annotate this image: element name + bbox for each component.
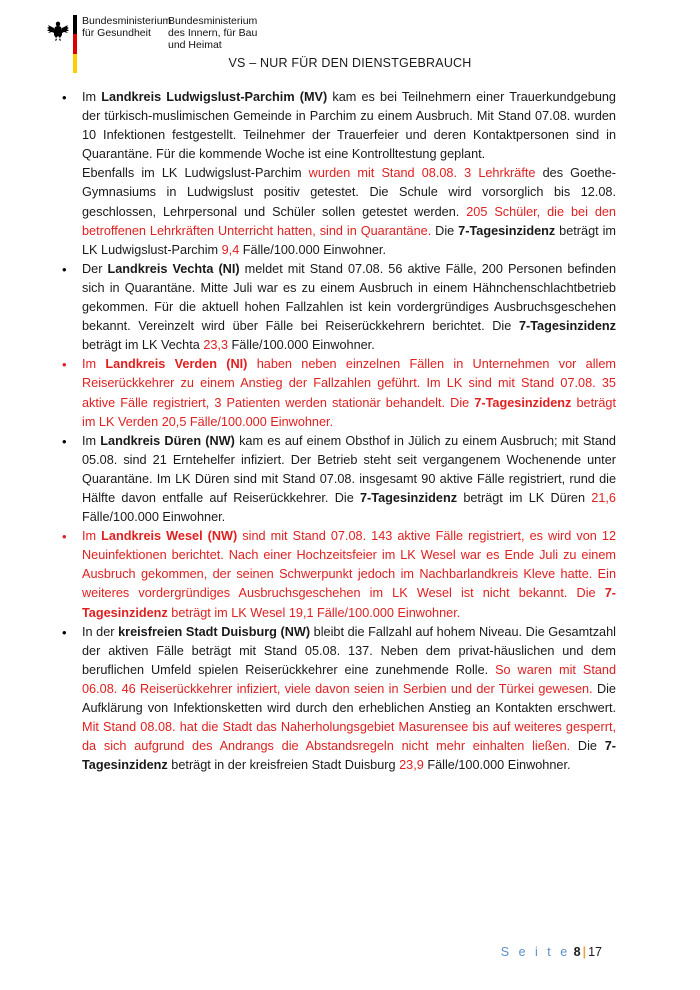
bold-text-segment: Landkreis Wesel (NW) bbox=[101, 529, 238, 544]
report-bullet bbox=[82, 260, 616, 355]
text-segment: Fälle/100.000 Einwohner. bbox=[82, 510, 226, 525]
report-bullet bbox=[82, 623, 616, 776]
text-segment: beträgt im LK Düren bbox=[457, 490, 592, 505]
bold-text-segment: 7-Tagesinzidenz bbox=[518, 319, 616, 334]
text-segment: In der bbox=[82, 624, 119, 639]
highlighted-text-segment: 205 Schüler, die bei den betroffenen Lehrkräften Unterricht hatten, sind in Quarantäne. bbox=[82, 204, 616, 238]
text-segment: Die Aufklärung von Infektionsketten wird durch den erheblichen Anstieg an Kontakten erschwert. bbox=[82, 681, 616, 715]
bold-text-segment: Landkreis Ludwigslust-Parchim (MV) bbox=[101, 90, 328, 104]
text-segment: Die bbox=[431, 223, 459, 238]
text-segment: des Goethe-Gymnasiums in Ludwigslust positiv getestet. Die Schule wird vorsorglich bis 12.08. geschlossen, Lehrpersonal und Schüler sollen getestet werden. bbox=[82, 166, 617, 219]
highlighted-text-segment: Mit Stand 08.08. hat die Stadt das Naherholungsgebiet Masurensee bis auf weiteres gesperrt, da sich aufgrund des Andrangs die Abstandsregeln nicht mehr einhalten ließen. bbox=[82, 720, 616, 754]
highlighted-text-segment: haben neben einzelnen Fällen in Unternehmen vor allem Reiserückkehrer zu einem Anstieg der Fallzahlen geführt. Im LK sind mit Stand 07.08. 35 aktive Fälle registriert, 3 Patienten werden stationär behandelt. Die bbox=[82, 357, 616, 410]
document-header bbox=[0, 0, 700, 80]
bold-text-segment: Landkreis Düren (NW) bbox=[100, 433, 235, 448]
total-pages: 17 bbox=[588, 945, 602, 959]
bold-text-segment: 7-Tagesinzidenz bbox=[82, 586, 616, 620]
bullet-paragraph bbox=[82, 527, 616, 622]
classification-label: VS – NUR FÜR DEN DIENSTGEBRAUCH bbox=[228, 56, 472, 70]
report-bullet bbox=[82, 527, 616, 622]
highlighted-text-segment: Im bbox=[82, 357, 106, 372]
report-bullet-list bbox=[82, 88, 616, 775]
current-page: 8 bbox=[573, 945, 581, 959]
flag-stripe-red bbox=[73, 34, 77, 54]
bold-text-segment: kreisfreien Stadt Duisburg (NW) bbox=[118, 624, 311, 639]
report-bullet bbox=[82, 432, 616, 527]
text-segment: beträgt im LK Vechta bbox=[82, 338, 204, 353]
text-segment: Ebenfalls im LK Ludwigslust-Parchim bbox=[82, 166, 309, 181]
highlighted-text-segment: beträgt im LK Verden 20,5 Fälle/100.000 Einwohner. bbox=[82, 395, 616, 429]
bullet-paragraph bbox=[82, 432, 616, 527]
ministry-line: Bundesministerium bbox=[168, 15, 258, 27]
highlighted-text-segment: 23,3 bbox=[203, 338, 229, 353]
bold-text-segment: Landkreis Vechta (NI) bbox=[107, 261, 240, 276]
highlighted-text-segment: beträgt im LK Wesel 19,1 Fälle/100.000 Einwohner. bbox=[167, 605, 461, 620]
highlighted-text-segment: wurden mit Stand 08.08. 3 Lehrkräfte bbox=[308, 166, 536, 181]
ministry-line: des Innern, für Bau bbox=[168, 27, 258, 39]
bold-text-segment: 7-Tagesinzidenz bbox=[474, 395, 572, 410]
highlighted-text-segment: 21,6 bbox=[591, 490, 616, 505]
highlighted-text-segment: Im bbox=[82, 529, 102, 544]
text-segment: Der bbox=[82, 261, 108, 276]
bold-text-segment: 7-Tagesinzidenz bbox=[360, 490, 458, 505]
highlighted-text-segment: So waren mit Stand 06.08. 46 Reiserückkehrer infiziert, viele davon seien in Serbien und der Türkei gewesen. bbox=[82, 662, 617, 696]
text-segment: Die bbox=[570, 739, 605, 754]
page-number bbox=[501, 945, 602, 959]
ministry-line: Bundesministerium bbox=[82, 15, 172, 27]
ministry-line: für Gesundheit bbox=[82, 27, 151, 39]
text-segment: kam es auf einem Obsthof in Jülich zu einem Ausbruch; mit Stand 05.08. sind 21 Erntehelfer infiziert. Der Betrieb steht seit vergangenem Wochenende unter Quarantäne. Im LK Düren sind mit Stand 07.08. insgesamt 90 aktive Fälle registriert, rund die Hälfte davon entfalle auf Reiserückkehrer. Die bbox=[82, 433, 616, 505]
bold-text-segment: Landkreis Verden (NI) bbox=[105, 357, 248, 372]
text-segment: Fälle/100.000 Einwohner. bbox=[228, 338, 375, 353]
report-bullet bbox=[82, 88, 616, 260]
text-segment: Im bbox=[82, 433, 101, 448]
bold-text-segment: 7-Tagesinzidenz bbox=[82, 739, 617, 773]
text-segment: beträgt in der kreisfreien Stadt Duisburg bbox=[167, 758, 400, 773]
text-segment: Im bbox=[82, 90, 102, 104]
highlighted-text-segment: 9,4 bbox=[221, 242, 240, 257]
page-separator: | bbox=[582, 945, 587, 959]
bullet-paragraph bbox=[82, 355, 616, 431]
text-segment: Fälle/100.000 Einwohner. bbox=[423, 758, 571, 773]
ministry-name-interior bbox=[168, 15, 257, 51]
page-label: S e i t e bbox=[500, 945, 571, 959]
bullet-paragraph bbox=[82, 88, 616, 164]
bullet-paragraph bbox=[82, 623, 616, 776]
bullet-paragraph bbox=[82, 260, 616, 355]
text-segment: meldet mit Stand 07.08. 56 aktive Fälle, 200 Personen befinden sich in Quarantäne. Mitte Juli war es zu einem Ausbruch in einem Hähnchenschlachtbetrieb gekommen. Für die aktuell hohen Fallzahlen ist kein vordergründiges Ausbruchsgeschehen bekannt. Vereinzelt wird über Fälle bei Reiserückkehrern berichtet. Die bbox=[82, 261, 616, 334]
ministry-name-health bbox=[82, 15, 171, 39]
text-segment: bleibt die Fallzahl auf hohem Niveau. Die Gesamtzahl der aktiven Fälle beträgt mit Stand 05.08. 137. Neben dem privat-häuslichen und dem beruflichen Umfeld spielen Reiserückkehrer eine zunehmende Rolle. bbox=[82, 624, 616, 677]
federal-eagle-icon bbox=[47, 19, 69, 41]
highlighted-text-segment: sind mit Stand 07.08. 143 aktive Fälle registriert, es wird von 12 Neuinfektionen berichtet. Nach einer Hochzeitsfeier im LK Wesel war es Ende Juli zu einem Ausbruch gekommen, der seinen Schwerpunkt jedoch im Nachbarlandkreis Kleve hatte. Ein weiteres vordergründiges Ausbruchsgeschehen im LK Wesel ist nicht bekannt. Die bbox=[82, 529, 616, 601]
ministry-line: und Heimat bbox=[168, 39, 222, 51]
text-segment: Fälle/100.000 Einwohner. bbox=[239, 242, 386, 257]
highlighted-text-segment: 23,9 bbox=[399, 758, 424, 773]
flag-stripe-black bbox=[73, 15, 77, 34]
bullet-paragraph bbox=[82, 164, 616, 259]
text-segment: beträgt im LK Ludwigslust-Parchim bbox=[82, 223, 616, 257]
text-segment: kam es bei Teilnehmern einer Trauerkundgebung der türkisch-muslimischen Gemeinde in Parchim zu einem Ausbruch. Mit Stand 07.08. wurden 10 Infektionen festgestellt. Teilnehmer der Trauerfeier und deren Kontaktpersonen sind in Quarantäne. Für die kommende Woche ist eine Kontrolltestung geplant. bbox=[82, 90, 616, 162]
bold-text-segment: 7-Tagesinzidenz bbox=[458, 223, 556, 238]
report-bullet bbox=[82, 355, 616, 431]
